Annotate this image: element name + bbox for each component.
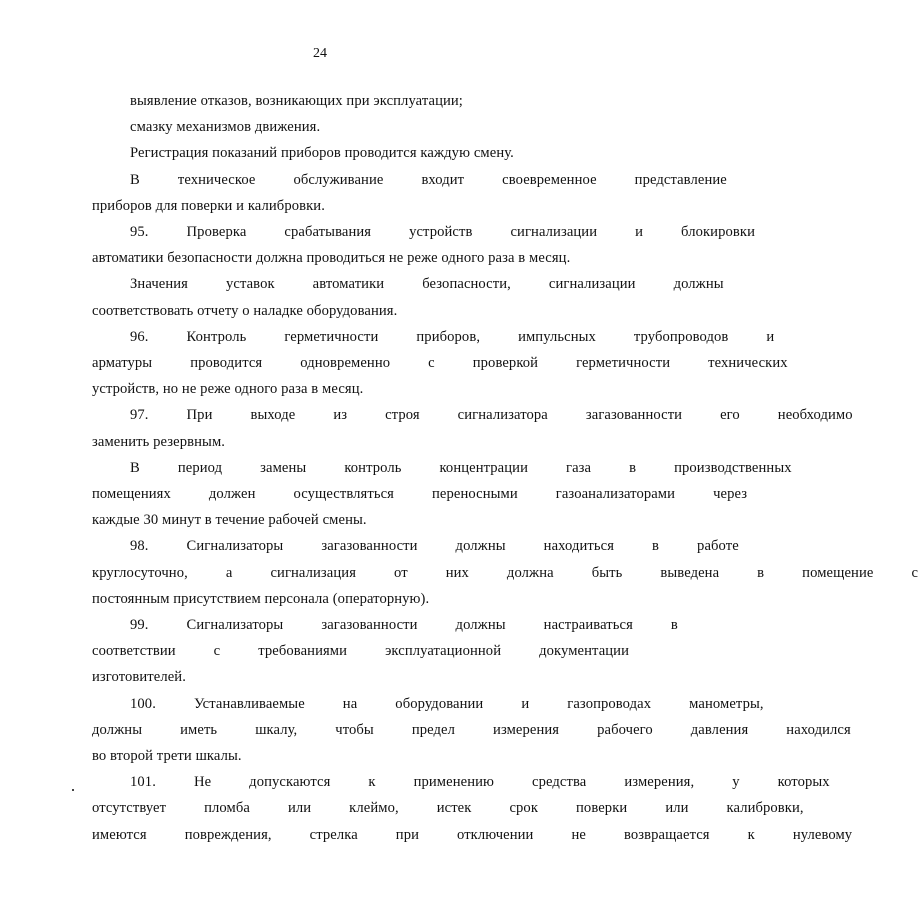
text-line: В техническое обслуживание входит своевременное представление — [130, 171, 727, 188]
paragraph — [92, 140, 597, 166]
paragraph — [92, 691, 851, 770]
text-line: во второй трети шкалы. — [92, 748, 242, 765]
text-line: автоматики безопасности должна проводиться не реже одного раза в месяц. — [92, 250, 571, 267]
text-line: В период замены контроль концентрации газа в производственных — [130, 459, 792, 476]
text-line: постоянным присутствием персонала (операторную). — [92, 590, 430, 607]
text-line: выявление отказов, возникающих при эксплуатации; — [130, 93, 463, 109]
text-line: 97. При выходе из строя сигнализатора загазованности его необходимо — [130, 407, 853, 424]
text-line: имеются повреждения, стрелка при отключении не возвращается к нулевому — [92, 826, 853, 843]
text-line: 95. Проверка срабатывания устройств сигнализации и блокировки — [130, 224, 755, 241]
text-line: заменить резервным. — [92, 433, 226, 450]
paragraph — [92, 769, 853, 848]
text-line: Регистрация показаний приборов проводится каждую смену. — [130, 145, 514, 162]
paragraph — [92, 324, 788, 403]
text-line: смазку механизмов движения. — [130, 119, 321, 136]
text-line: соответствии с требованиями эксплуатационной документации — [92, 643, 630, 660]
paragraph — [92, 612, 678, 691]
text-line: 100. Устанавливаемые на оборудовании и газопроводах манометры, — [130, 695, 764, 712]
page-number: 24 — [313, 46, 327, 61]
text-line: устройств, но не реже одного раза в месяц. — [92, 381, 364, 398]
text-line: Значения уставок автоматики безопасности, сигнализации должны — [130, 276, 724, 293]
scan-mark — [72, 789, 74, 791]
text-line: помещениях должен осуществляться переносными газоанализаторами через — [92, 486, 748, 503]
paragraph — [92, 114, 597, 140]
paragraph — [92, 219, 755, 271]
paragraph — [92, 455, 792, 534]
paragraph — [92, 271, 724, 323]
paragraph — [92, 402, 853, 454]
text-line: 99. Сигнализаторы загазованности должны настраиваться в — [130, 617, 678, 634]
text-line: должны иметь шкалу, чтобы предел измерения рабочего давления находился — [92, 721, 851, 738]
paragraph — [92, 533, 918, 612]
text-line: 96. Контроль герметичности приборов, импульсных трубопроводов и — [130, 328, 775, 345]
text-line: приборов для поверки и калибровки. — [92, 197, 325, 214]
text-line: изготовителей. — [92, 669, 186, 686]
text-line: соответствовать отчету о наладке оборудования. — [92, 302, 398, 319]
text-line: 101. Не допускаются к применению средства измерения, у которых — [130, 774, 830, 791]
text-line: отсутствует пломба или клеймо, истек срок поверки или калибровки, — [92, 800, 804, 817]
text-line: арматуры проводится одновременно с проверкой герметичности технических — [92, 355, 788, 372]
paragraph — [92, 88, 597, 114]
paragraph — [92, 167, 727, 219]
text-line: 98. Сигнализаторы загазованности должны находиться в работе — [130, 538, 739, 555]
text-line: круглосуточно, а сигнализация от них должна быть выведена в помещение с — [92, 564, 918, 581]
document-body — [92, 88, 918, 848]
text-line: каждые 30 минут в течение рабочей смены. — [92, 512, 367, 529]
